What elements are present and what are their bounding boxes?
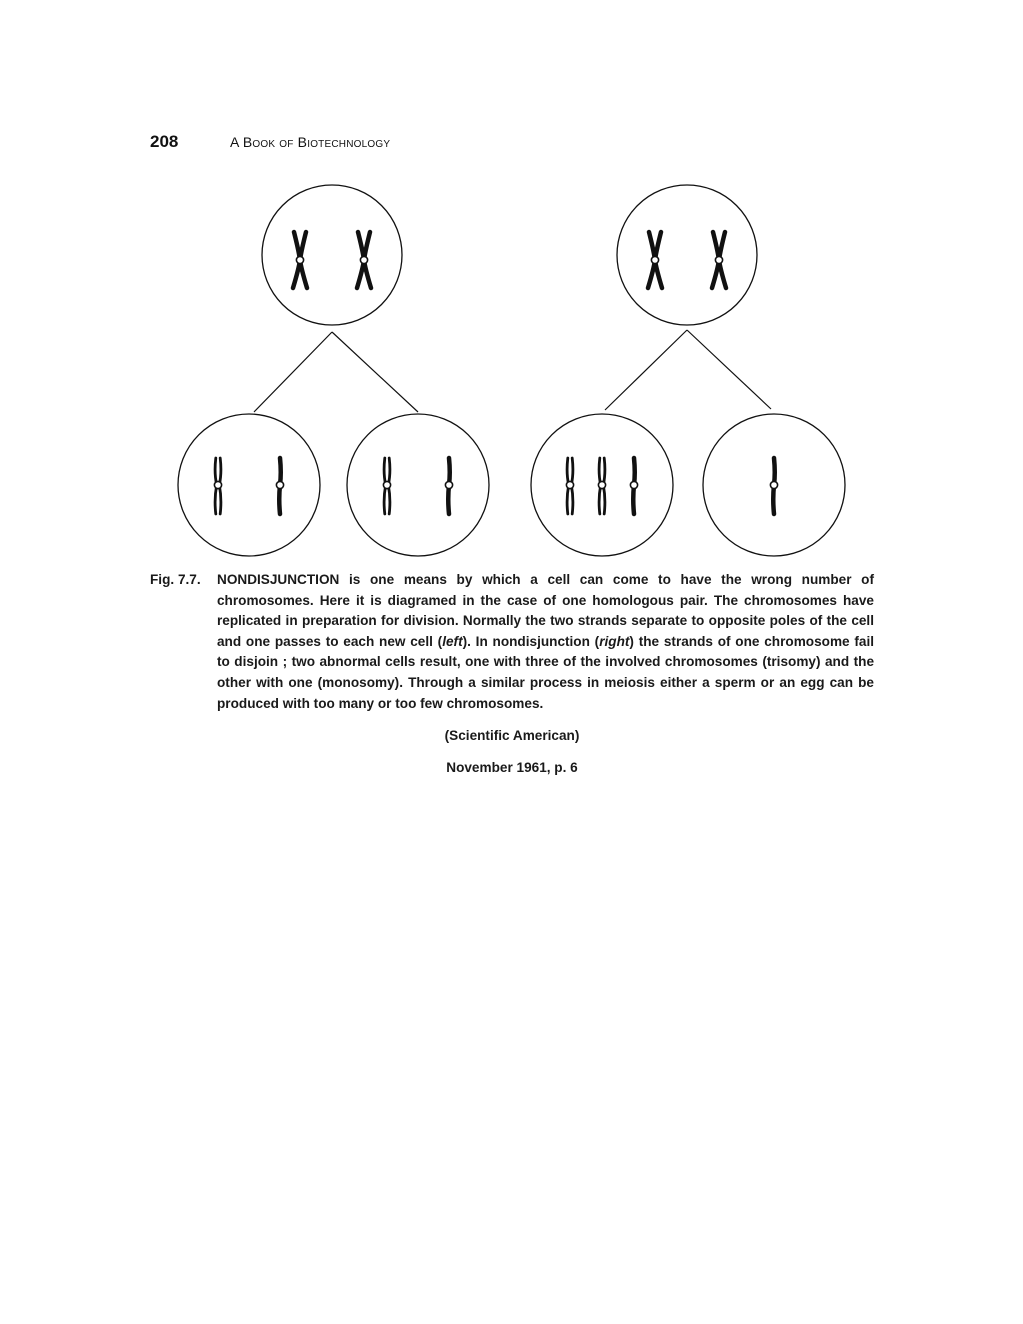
caption-text-part2: ). In nondisjunction ( bbox=[462, 633, 600, 649]
left-parent-cell bbox=[262, 185, 402, 325]
left-division-line-1 bbox=[254, 332, 332, 412]
nondisjunction-diagram bbox=[170, 180, 860, 564]
source-date: November 1961, p. 6 bbox=[446, 760, 578, 775]
left-daughter-2-chromosome bbox=[383, 458, 390, 514]
right-division-line-1 bbox=[605, 330, 687, 410]
left-daughter-1-chromosome bbox=[276, 458, 283, 514]
caption-text-part1: NONDISJUNCTION is one means by which a cell can come to have the wrong number of chromosomes. Here it is diagramed in the case of one homologous pair. The chromosomes have replicated in preparation for division. Normally the two strands separate to opposite poles of the cell and one passes to each new cell ( bbox=[217, 572, 874, 649]
book-title: A Book of Biotechnology bbox=[230, 134, 391, 150]
right-daughter-1-chromosome bbox=[630, 458, 637, 514]
left-daughter-1-chromosome bbox=[214, 458, 221, 514]
caption-emph-left: left bbox=[442, 633, 463, 649]
right-division-line-2 bbox=[687, 330, 771, 409]
left-parent-chromosome bbox=[357, 232, 371, 288]
right-parent-chromosome bbox=[712, 232, 726, 288]
left-daughter-cell-1 bbox=[178, 414, 320, 556]
caption-text-part3: ) the strands of one chromosome fail to disjoin ; two abnormal cells result, one with three of the involved chromosomes (trisomy) and the other with one (monosomy). Through a similar process in meiosis either a sperm or an egg can be produced with too many or too few chromosomes. bbox=[217, 633, 874, 711]
caption-text bbox=[217, 570, 874, 714]
right-daughter-2-chromosome bbox=[770, 458, 777, 514]
left-daughter-2-chromosome bbox=[445, 458, 452, 514]
right-parent-cell bbox=[617, 185, 757, 325]
nondisjunction-figure bbox=[170, 180, 860, 564]
caption-emph-right: right bbox=[599, 633, 630, 649]
page-number: 208 bbox=[150, 132, 179, 151]
figure-label: Fig. 7.7. bbox=[150, 572, 201, 587]
left-parent-chromosome bbox=[293, 232, 307, 288]
right-daughter-1-chromosome bbox=[566, 458, 573, 514]
left-daughter-cell-2 bbox=[347, 414, 489, 556]
source-publication: (Scientific American) bbox=[444, 728, 580, 743]
figure-caption bbox=[150, 570, 874, 714]
left-division-line-2 bbox=[332, 332, 418, 412]
running-head bbox=[150, 132, 390, 154]
right-parent-chromosome bbox=[648, 232, 662, 288]
right-daughter-1-chromosome bbox=[598, 458, 605, 514]
